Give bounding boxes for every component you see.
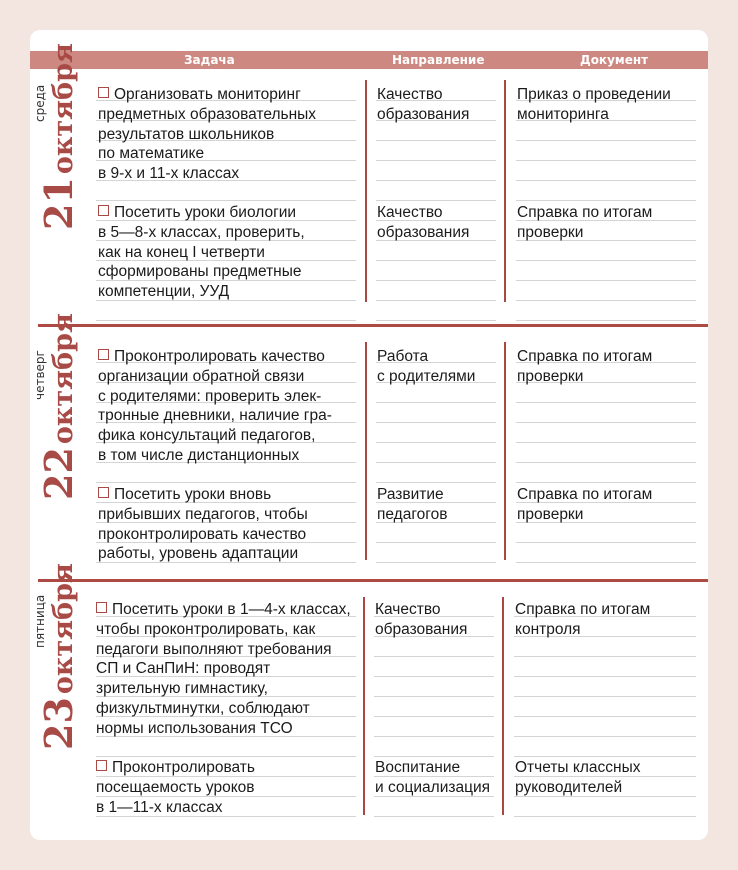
task-checkbox[interactable] (96, 602, 107, 613)
header-direction: Направление (392, 53, 485, 67)
day-separator (38, 579, 708, 582)
task-item: Организовать мониторинг предметных образовательных результатов школьников по математике в 9-х и 11-х классах (98, 86, 317, 183)
task-direction: Качество образования (375, 601, 468, 638)
column-divider (504, 342, 506, 560)
planner-card (30, 30, 708, 840)
day-number: 23 (36, 697, 81, 750)
task-direction: Развитие педагогов (377, 486, 448, 523)
day-month: октября (48, 43, 79, 175)
day-23-weekday: пятница (33, 594, 47, 648)
task-direction: Качество образования (377, 86, 470, 123)
task-item: Посетить уроки в 1—4-х классах, чтобы проконтролировать, как педагоги выполняют требования СП и СанПиН: проводят зрительную гимнастику, физкультминутки, соблюдают нормы использования ТСО (96, 601, 351, 737)
task-document: Справка по итогам проверки (517, 348, 653, 385)
task-document: Справка по итогам проверки (517, 486, 653, 523)
task-checkbox[interactable] (98, 349, 109, 360)
day-22-weekday: четверг (33, 350, 47, 400)
day-21-weekday: среда (33, 84, 47, 122)
column-divider (502, 597, 504, 815)
task-item: Проконтролировать посещаемость уроков в 1—11-х классах (96, 759, 255, 816)
day-month: октября (48, 313, 79, 445)
task-item: Посетить уроки вновь прибывших педагогов, чтобы проконтролировать качество работы, уровень адаптации (98, 486, 308, 563)
column-divider (365, 80, 367, 302)
column-divider (363, 597, 365, 815)
task-item: Посетить уроки биологии в 5—8-х классах, проверить, как на конец I четверти сформированы предметные компетенции, УУД (98, 204, 305, 301)
day-month: октября (48, 563, 79, 695)
task-document: Приказ о проведении мониторинга (517, 86, 671, 123)
task-item: Проконтролировать качество организации обратной связи с родителями: проверить элек- тронные дневники, наличие гра- фика консультаций педагогов, в том числе дистанционных (98, 348, 332, 464)
task-checkbox[interactable] (98, 487, 109, 498)
task-checkbox[interactable] (98, 205, 109, 216)
task-document: Отчеты классных руководителей (515, 759, 641, 796)
task-direction: Работа с родителями (377, 348, 476, 385)
header-task: Задача (184, 53, 235, 67)
task-document: Справка по итогам проверки (517, 204, 653, 241)
day-number: 21 (36, 177, 81, 230)
column-divider (365, 342, 367, 560)
task-checkbox[interactable] (96, 760, 107, 771)
task-checkbox[interactable] (98, 87, 109, 98)
table-header (30, 51, 708, 69)
task-direction: Воспитание и социализация (375, 759, 491, 796)
column-divider (504, 80, 506, 302)
task-document: Справка по итогам контроля (515, 601, 651, 638)
day-separator (38, 324, 708, 327)
task-direction: Качество образования (377, 204, 470, 241)
header-document: Документ (580, 53, 649, 67)
day-number: 22 (36, 447, 81, 500)
